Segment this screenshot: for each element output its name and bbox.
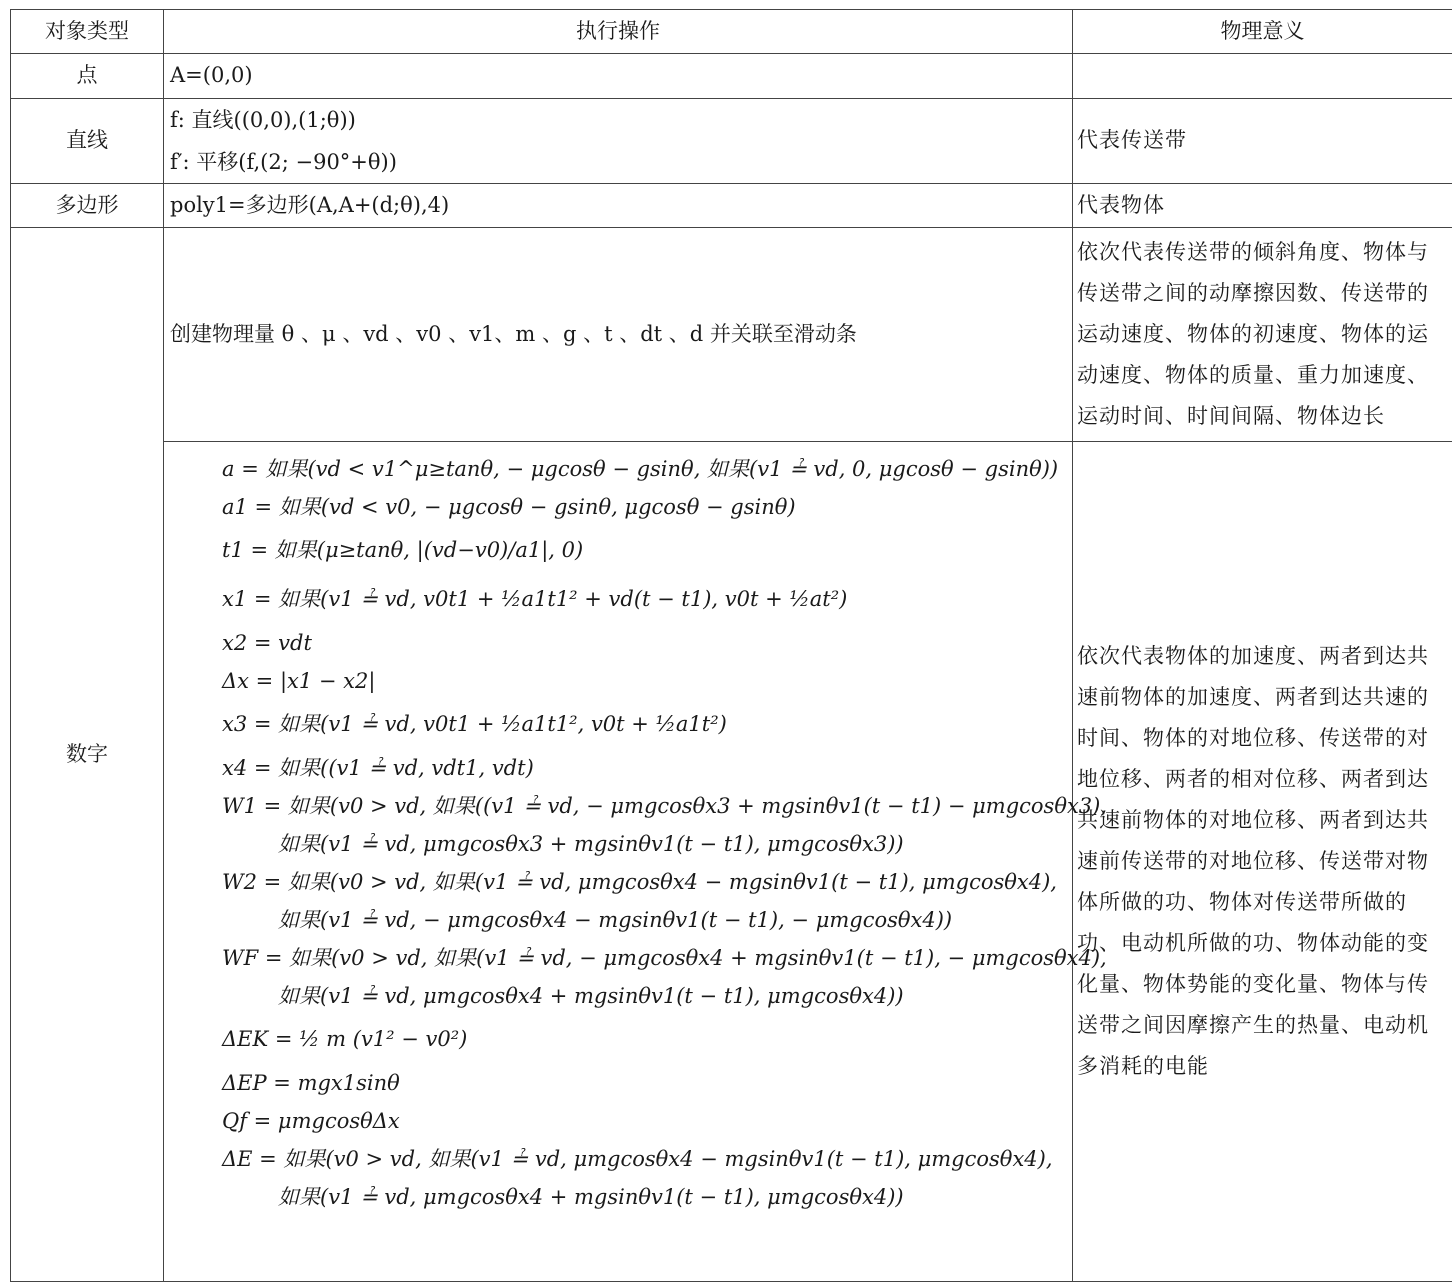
meaning-cell-point — [1073, 54, 1452, 99]
formula-delta-x: Δx = |x1 − x2| — [222, 662, 1072, 700]
table-row-number-formulas — [11, 442, 1452, 1282]
op-cell-point: A=(0,0) — [164, 54, 1073, 99]
type-cell-number: 数字 — [11, 228, 164, 1282]
table-row-point — [11, 54, 1452, 99]
formula-delta-ek: ΔEK = ½ m (v1² − v0²) — [222, 1015, 1072, 1064]
physics-objects-table — [10, 9, 1452, 1282]
formula-delta-ep: ΔEP = mgx1sinθ — [222, 1064, 1072, 1102]
formula-t1: t1 = 如果(μ≥tanθ, |(vd−v0)/a1|, 0) — [222, 526, 1072, 575]
formula-list — [164, 442, 1073, 1282]
op-cell-create-params: 创建物理量 θ 、μ 、vd 、v0 、v1、m 、g 、t 、dt 、d 并关联至滑动条 — [164, 228, 1073, 442]
type-cell-polygon: 多边形 — [11, 184, 164, 228]
meaning-cell-formulas: 依次代表物体的加速度、两者到达共速前物体的加速度、两者到达共速的时间、物体的对地位移、传送带的对地位移、两者的相对位移、两者到达共速前物体的对地位移、两者到达共速前传送带的对地位移、传送带对物体所做的功、物体对传送带所做的功、电动机所做的功、物体动能的变化量、物体势能的变化量、物体与传送带之间因摩擦产生的热量、电动机多消耗的电能 — [1073, 442, 1452, 1282]
table-row-polygon — [11, 184, 1452, 228]
formula-w2: W2 = 如果(v0 > vd, 如果(v1 ≟ vd, μmgcosθx4 − mgsinθv1(t − t1), μmgcosθx4), — [222, 863, 1072, 901]
header-object-type: 对象类型 — [11, 10, 164, 54]
formula-a1: a1 = 如果(vd < v0, − μgcosθ − gsinθ, μgcosθ − gsinθ) — [222, 488, 1072, 526]
type-cell-point: 点 — [11, 54, 164, 99]
formula-x2: x2 = vdt — [222, 624, 1072, 662]
formula-x3: x3 = 如果(v1 ≟ vd, v0t1 + ½a1t1², v0t + ½a1t²) — [222, 700, 1072, 749]
formula-w1: W1 = 如果(v0 > vd, 如果((v1 ≟ vd, − μmgcosθx3 + mgsinθv1(t − t1) − μmgcosθx3), — [222, 787, 1072, 825]
formula-a: a = 如果(vd < v1^μ≥tanθ, − μgcosθ − gsinθ, 如果(v1 ≟ vd, 0, μgcosθ − gsinθ)) — [222, 450, 1072, 488]
formula-x4: x4 = 如果((v1 ≟ vd, vdt1, vdt) — [222, 749, 1072, 787]
header-operation: 执行操作 — [164, 10, 1073, 54]
meaning-cell-polygon: 代表物体 — [1073, 184, 1452, 228]
header-physical-meaning: 物理意义 — [1073, 10, 1452, 54]
op-cell-polygon: poly1=多边形(A,A+(d;θ),4) — [164, 184, 1073, 228]
table-row-line — [11, 99, 1452, 184]
op-line-define: f: 直线((0,0),(1;θ)) — [170, 99, 1072, 141]
formula-w1-cont: 如果(v1 ≟ vd, μmgcosθx3 + mgsinθv1(t − t1), μmgcosθx3)) — [222, 825, 1072, 863]
op-cell-line — [164, 99, 1073, 184]
formula-qf: Qf = μmgcosθΔx — [222, 1102, 1072, 1140]
formula-wf-cont: 如果(v1 ≟ vd, μmgcosθx4 + mgsinθv1(t − t1), μmgcosθx4)) — [222, 977, 1072, 1015]
formula-w2-cont: 如果(v1 ≟ vd, − μmgcosθx4 − mgsinθv1(t − t1), − μmgcosθx4)) — [222, 901, 1072, 939]
meaning-cell-params: 依次代表传送带的倾斜角度、物体与传送带之间的动摩擦因数、传送带的运动速度、物体的初速度、物体的运动速度、物体的质量、重力加速度、运动时间、时间间隔、物体边长 — [1073, 228, 1452, 442]
op-line-translate: f′: 平移(f,(2; −90°+θ)) — [170, 141, 1072, 183]
meaning-cell-line: 代表传送带 — [1073, 99, 1452, 184]
formula-delta-e-cont: 如果(v1 ≟ vd, μmgcosθx4 + mgsinθv1(t − t1), μmgcosθx4)) — [222, 1178, 1072, 1216]
formula-delta-e: ΔE = 如果(v0 > vd, 如果(v1 ≟ vd, μmgcosθx4 − mgsinθv1(t − t1), μmgcosθx4), — [222, 1140, 1072, 1178]
type-cell-line: 直线 — [11, 99, 164, 184]
formula-wf: WF = 如果(v0 > vd, 如果(v1 ≟ vd, − μmgcosθx4 + mgsinθv1(t − t1), − μmgcosθx4), — [222, 939, 1072, 977]
formula-x1: x1 = 如果(v1 ≟ vd, v0t1 + ½a1t1² + vd(t − t1), v0t + ½at²) — [222, 575, 1072, 624]
table-row-number-params — [11, 228, 1452, 442]
table-header-row — [11, 10, 1452, 54]
